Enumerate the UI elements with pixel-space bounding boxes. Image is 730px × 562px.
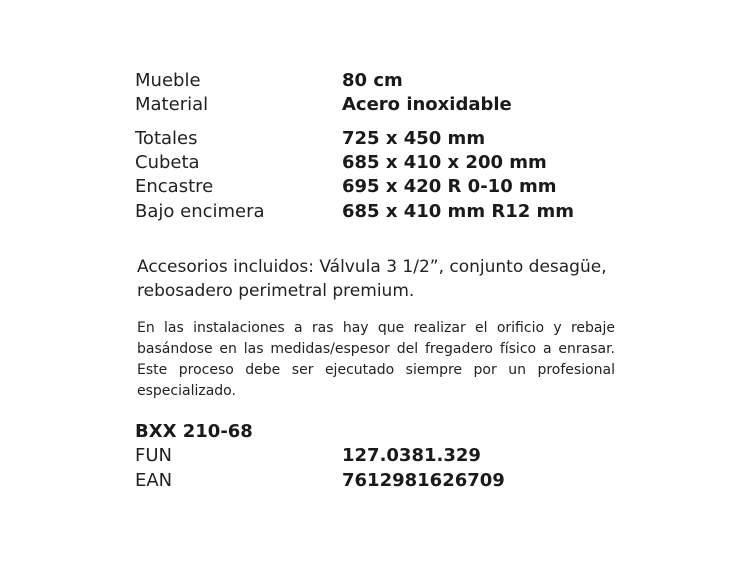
code-label: EAN	[135, 470, 173, 491]
spec-label: Totales	[135, 128, 198, 149]
accessories-line: rebosadero perimetral premium.	[137, 281, 415, 301]
spec-label: Material	[135, 94, 209, 115]
spec-value: 685 x 410 x 200 mm	[342, 152, 547, 173]
spec-row-totales	[135, 127, 635, 151]
spec-value: 685 x 410 mm R12 mm	[342, 201, 575, 222]
installation-note: En las instalaciones a ras hay que realizar el orificio y rebaje basándose en las medidas/espesor del fregadero físico a enrasar. Este proceso debe ser ejecutado siempre por un profesional especializado.	[137, 320, 615, 399]
accessories-line: Accesorios incluidos: Válvula 3 1/2”, conjunto desagüe,	[137, 257, 607, 277]
spec-row-cubeta	[135, 151, 635, 175]
spec-value: 80 cm	[342, 70, 403, 91]
spec-label: Encastre	[135, 176, 214, 197]
spec-value: 725 x 450 mm	[342, 128, 486, 149]
code-label: FUN	[135, 445, 172, 466]
code-value: 7612981626709	[342, 470, 505, 491]
accessories-text	[137, 255, 637, 303]
product-model: BXX 210-68	[135, 421, 253, 442]
code-value: 127.0381.329	[342, 445, 481, 466]
spec-row-material	[135, 93, 635, 117]
spec-label: Bajo encimera	[135, 201, 265, 222]
spec-value: Acero inoxidable	[342, 94, 512, 115]
code-row-ean	[135, 469, 635, 493]
spec-label: Mueble	[135, 70, 201, 91]
spec-row-bajo-encimera	[135, 200, 635, 224]
spec-row-encastre	[135, 175, 635, 199]
code-row-fun	[135, 444, 635, 468]
spec-row-mueble	[135, 69, 635, 93]
spec-label: Cubeta	[135, 152, 200, 173]
spec-value: 695 x 420 R 0-10 mm	[342, 176, 557, 197]
